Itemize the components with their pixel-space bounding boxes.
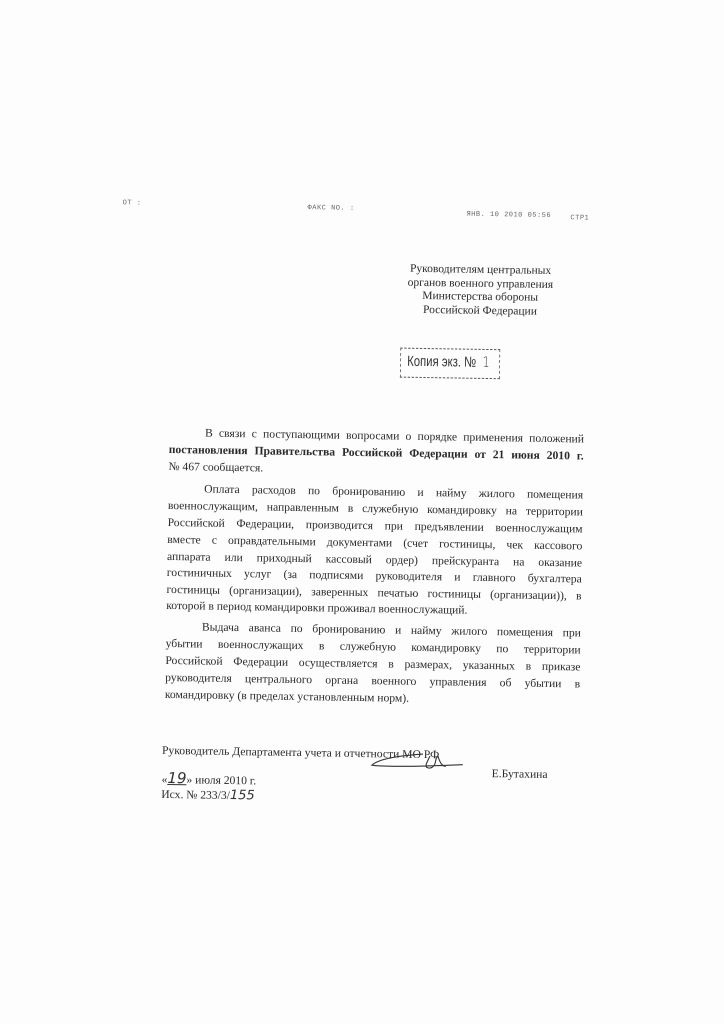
- paragraph-1-line: № 467 сообщается.: [168, 459, 264, 475]
- fax-from: ОТ :: [122, 199, 142, 208]
- fax-number: ФАКС NO. :: [307, 204, 355, 213]
- handwritten-signature: [368, 745, 468, 777]
- paragraph-3-line: командировку (в пределах установленным норм).: [164, 687, 410, 705]
- stamp-label: Копия экз. №: [407, 353, 477, 371]
- date-month-year: » июля 2010 г.: [186, 773, 257, 788]
- paragraph-2-line: гостиницы (организации), заверенных печатью гостиницы (организации)), в: [166, 582, 582, 603]
- fax-page: СТР1: [570, 214, 590, 223]
- outgoing-reference: [161, 787, 255, 803]
- reference-label: Исх. № 233/3/: [161, 787, 231, 802]
- paragraph-3-line: Выдача аванса по бронированию и найму жилого помещения при: [201, 620, 582, 640]
- paragraph-2-line: Оплата расходов по бронированию и найму жилого помещения: [204, 482, 584, 502]
- paragraph-2-line: военнослужащим, направленным в служебную командировку на территории: [167, 498, 583, 519]
- date-quote: «: [161, 772, 168, 787]
- paragraph-3-line: руководителя центрального органа военного управления об убытии в: [165, 670, 581, 691]
- letter-date: [161, 769, 256, 788]
- paragraph-1-line: В связи с поступающими вопросами о порядке применения положений: [204, 426, 585, 446]
- stamp-number: 1: [482, 354, 490, 372]
- fax-datetime: ЯНВ. 10 2010 05:56: [466, 210, 552, 220]
- addressee-line: Российской Федерации: [422, 303, 538, 318]
- date-day: 19: [167, 769, 187, 788]
- paragraph-2-line: вместе с оправдательными документами (счет гостиницы, чек кассового: [167, 532, 583, 553]
- paragraph-1-line: постановления Правительства Российской Федерации от 21 июня 2010 г.: [168, 442, 584, 463]
- paragraph-2-line: Российской Федерации, производится при предъявлении военнослужащим: [167, 515, 583, 536]
- paragraph-2-line: аппарата или приходный кассовый ордер) прейскуранта на оказание: [166, 549, 583, 570]
- addressee-line: органов военного управления: [407, 276, 554, 291]
- paragraph-3-line: убытии военнослужащих в служебную командировку по территории: [165, 636, 581, 657]
- paragraph-3-line: Российской Федерации осуществляется в размерах, указанных в приказе: [165, 653, 581, 674]
- addressee-line: Руководителям центральных: [409, 262, 552, 277]
- signatory-position: Руководитель Департамента учета и отчетности МО РФ: [161, 743, 440, 762]
- copy-stamp: [400, 348, 500, 380]
- signatory-name: Е.Бутахина: [491, 767, 548, 781]
- addressee: [395, 263, 566, 320]
- paragraph-2-line: которой в период командировки проживал военнослужащий.: [166, 598, 468, 617]
- addressee-line: Министерства обороны: [422, 289, 539, 304]
- paragraph-2-line: гостиничных услуг (за подписями руководителя и главного бухгалтера: [166, 565, 582, 586]
- reference-number: 155: [229, 787, 255, 804]
